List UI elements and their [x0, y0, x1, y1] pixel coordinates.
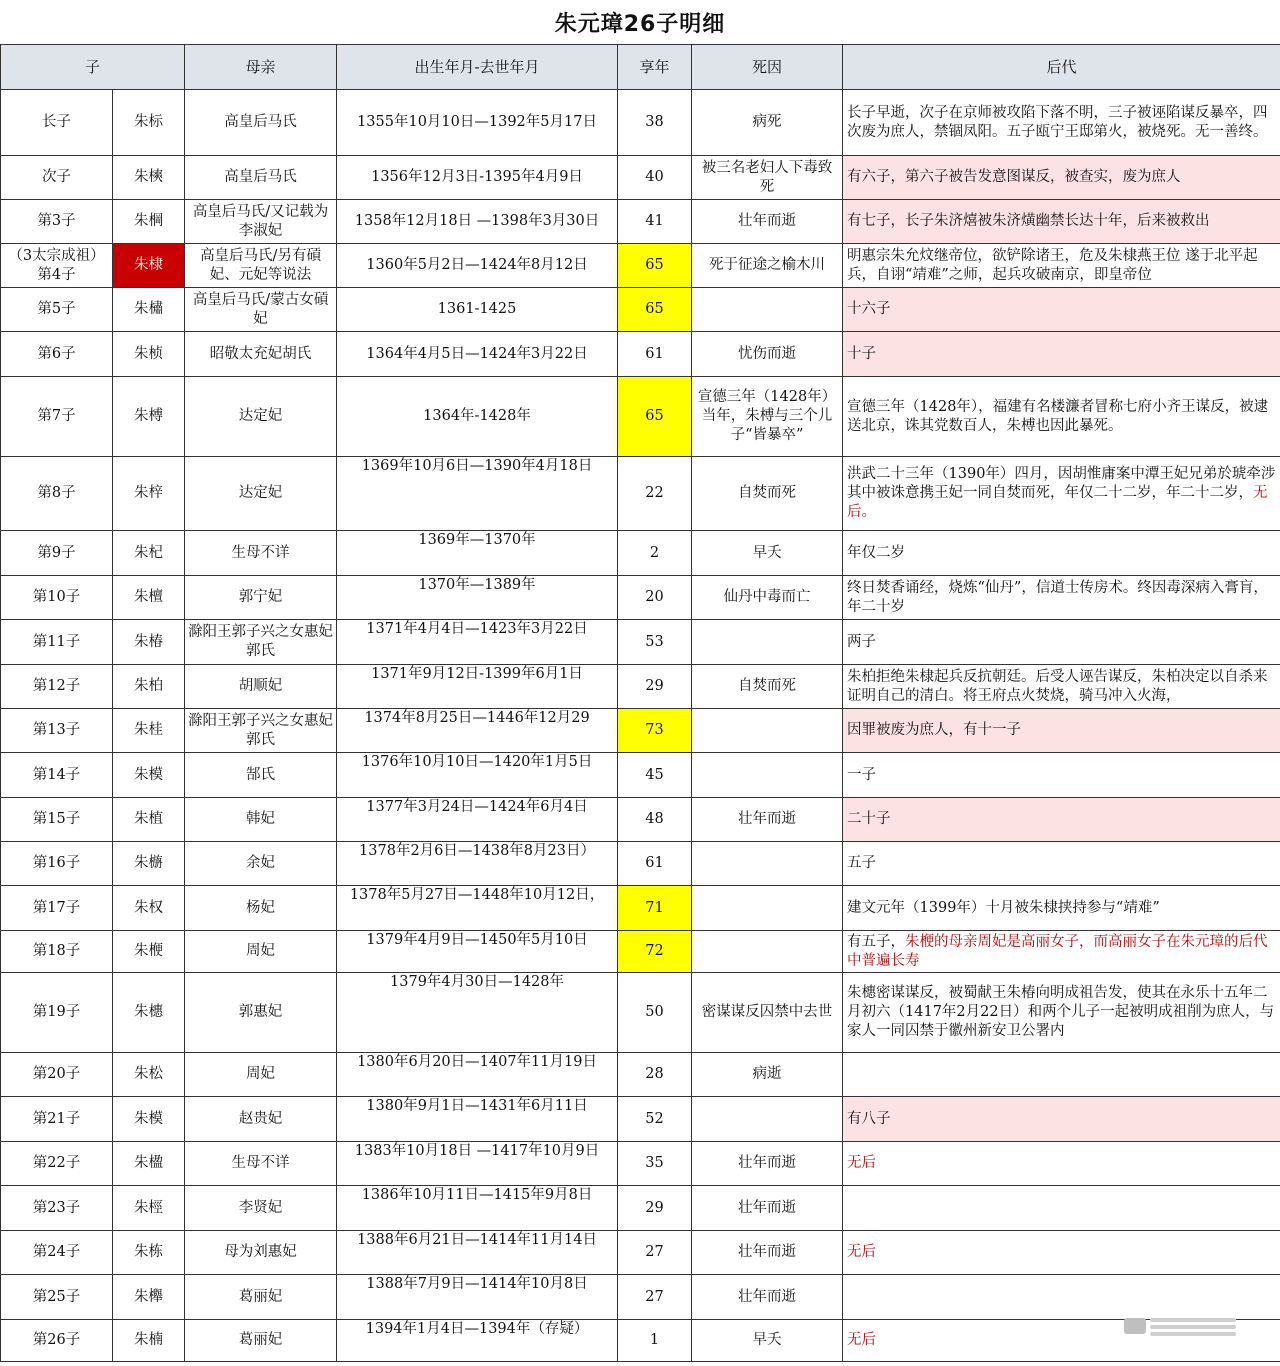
- cause-cell: 壮年而逝: [692, 1186, 843, 1231]
- descendants-cell: [843, 576, 1280, 620]
- son-rank-cell: 第24子: [1, 1231, 113, 1275]
- sons-table: [0, 44, 1280, 1362]
- descendants-text: 朱橞密谋谋反，被蜀献王朱椿向明成祖告发，使其在永乐十五年二月初六（1417年2月22日）和两个儿子一起被明成祖削为庶人，与家人一同囚禁于徽州新安卫公署内: [847, 985, 1275, 1039]
- descendants-text: 有五子，: [847, 933, 906, 950]
- dates-cell: 1378年2月6日—1438年8月23日）: [337, 842, 618, 886]
- descendants-cell: [843, 457, 1280, 531]
- son-rank-cell: 第8子: [1, 457, 113, 531]
- mother-cell: 高皇后马氏/又记载为李淑妃: [185, 200, 337, 244]
- age-cell: 1: [618, 1320, 692, 1362]
- cause-cell: 壮年而逝: [692, 1231, 843, 1275]
- table-row: [1, 620, 1280, 665]
- dates-cell: 1371年4月4日—1423年3月22日: [337, 620, 618, 665]
- descendants-text: 终日焚香诵经，烧炼“仙丹”，信道士传房术。终因毒深病入膏肓，年二十岁: [847, 579, 1268, 615]
- cause-cell: 病逝: [692, 1053, 843, 1097]
- son-name-cell: 朱櫸: [113, 1275, 185, 1320]
- descendants-text: 洪武二十三年（1390年）四月，因胡惟庸案中潭王妃兄弟於琥牵涉其中被诛意携王妃一同自焚而死，年仅二十二岁，年二十二岁，: [847, 466, 1276, 501]
- age-cell: 38: [618, 90, 692, 156]
- table-row: [1, 709, 1280, 753]
- cause-cell: [692, 1097, 843, 1142]
- cause-cell: 早夭: [692, 1320, 843, 1362]
- dates-cell: 1394年1月4日—1394年（存疑）: [337, 1320, 618, 1362]
- dates-cell: 1386年10月11日—1415年9月8日: [337, 1186, 618, 1231]
- descendants-cell: [843, 200, 1280, 244]
- dates-cell: 1379年4月30日—1428年: [337, 973, 618, 1053]
- son-rank-cell: 第6子: [1, 332, 113, 377]
- descendants-text: 长子早逝，次子在京师被攻陷下落不明，三子被诬陷谋反暴卒，四次废为庶人，禁锢凤阳。五子瓯宁王邸第火，被烧死。无一善终。: [847, 104, 1268, 140]
- col-header-dates: 出生年月-去世年月: [337, 45, 618, 90]
- age-cell: 52: [618, 1097, 692, 1142]
- son-rank-cell: 第21子: [1, 1097, 113, 1142]
- descendants-text: 有六子，第六子被告发意图谋反，被查实，废为庶人: [847, 169, 1181, 185]
- page-title: 朱元璋26子明细: [554, 11, 726, 37]
- mother-cell: 达定妃: [185, 457, 337, 531]
- table-row: [1, 1097, 1280, 1142]
- son-rank-cell: 第3子: [1, 200, 113, 244]
- mother-cell: 生母不详: [185, 531, 337, 576]
- age-cell: 61: [618, 332, 692, 377]
- son-rank-cell: 第26子: [1, 1320, 113, 1362]
- age-cell: 2: [618, 531, 692, 576]
- son-rank-cell: 第10子: [1, 576, 113, 620]
- son-name-cell: 朱橚: [113, 288, 185, 332]
- age-cell: 29: [618, 1186, 692, 1231]
- table-row: [1, 156, 1280, 200]
- dates-cell: 1369年10月6日—1390年4月18日: [337, 457, 618, 531]
- cause-cell: [692, 931, 843, 973]
- son-name-cell: 朱梓: [113, 457, 185, 531]
- descendants-cell: [843, 1231, 1280, 1275]
- son-name-cell: 朱棣: [113, 244, 185, 288]
- son-name-cell: 朱椿: [113, 620, 185, 665]
- descendants-text: 明惠宗朱允炆继帝位，欲铲除诸王，危及朱棣燕王位 遂于北平起兵，自诩“靖难”之师，起兵攻破南京，即皇帝位: [847, 247, 1258, 283]
- descendants-cell: [843, 973, 1280, 1053]
- cause-cell: 壮年而逝: [692, 200, 843, 244]
- table-row: [1, 842, 1280, 886]
- table-row: [1, 1053, 1280, 1097]
- descendants-cell: [843, 1186, 1280, 1231]
- dates-cell: 1360年5月2日—1424年8月12日: [337, 244, 618, 288]
- mother-cell: 李贤妃: [185, 1186, 337, 1231]
- cause-cell: 被三名老妇人下毒致死: [692, 156, 843, 200]
- cause-cell: 壮年而逝: [692, 1275, 843, 1320]
- table-row: [1, 1142, 1280, 1186]
- age-cell: 61: [618, 842, 692, 886]
- age-cell: 35: [618, 1142, 692, 1186]
- table-row: [1, 1186, 1280, 1231]
- descendants-cell: [843, 665, 1280, 709]
- descendants-text: 一子: [847, 766, 877, 783]
- dates-cell: 1377年3月24日—1424年6月4日: [337, 798, 618, 842]
- son-name-cell: 朱杞: [113, 531, 185, 576]
- mother-cell: 郜氏: [185, 753, 337, 798]
- dates-cell: 1388年6月21日—1414年11月14日: [337, 1231, 618, 1275]
- cause-cell: [692, 288, 843, 332]
- table-row: [1, 90, 1280, 156]
- age-cell: 72: [618, 931, 692, 973]
- cause-cell: 壮年而逝: [692, 1142, 843, 1186]
- son-name-cell: 朱权: [113, 886, 185, 931]
- son-name-cell: 朱榑: [113, 377, 185, 457]
- cause-cell: 忧伤而逝: [692, 332, 843, 377]
- dates-cell: 1380年6月20日—1407年11月19日: [337, 1053, 618, 1097]
- col-header-cause: 死因: [692, 45, 843, 90]
- cause-cell: 自焚而死: [692, 457, 843, 531]
- table-row: [1, 798, 1280, 842]
- son-rank-cell: 第5子: [1, 288, 113, 332]
- descendants-text: 建文元年（1399年）十月被朱棣挟持参与“靖难”: [847, 899, 1160, 916]
- dates-cell: 1380年9月1日—1431年6月11日: [337, 1097, 618, 1142]
- cause-cell: 病死: [692, 90, 843, 156]
- age-cell: 65: [618, 244, 692, 288]
- table-row: [1, 1320, 1280, 1362]
- son-name-cell: 朱标: [113, 90, 185, 156]
- son-rank-cell: 第9子: [1, 531, 113, 576]
- son-rank-cell: 第23子: [1, 1186, 113, 1231]
- descendants-cell: [843, 244, 1280, 288]
- table-row: [1, 531, 1280, 576]
- son-name-cell: 朱模: [113, 1097, 185, 1142]
- descendants-text: 宣德三年（1428年），福建有名楼濂者冒称七府小齐王谋反，被逮送北京，诛其党数百人，朱榑也因此暴死。: [847, 398, 1269, 434]
- cause-cell: 早夭: [692, 531, 843, 576]
- son-rank-cell: 第13子: [1, 709, 113, 753]
- son-rank-cell: 第16子: [1, 842, 113, 886]
- age-cell: 53: [618, 620, 692, 665]
- son-rank-cell: 长子: [1, 90, 113, 156]
- mother-cell: 胡顺妃: [185, 665, 337, 709]
- son-name-cell: 朱㮵: [113, 842, 185, 886]
- mother-cell: 达定妃: [185, 377, 337, 457]
- descendants-text: 因罪被废为庶人，有十一子: [847, 722, 1022, 738]
- descendants-cell: [843, 1097, 1280, 1142]
- son-name-cell: 朱楠: [113, 1320, 185, 1362]
- descendants-cell: [843, 1053, 1280, 1097]
- mother-cell: 杨妃: [185, 886, 337, 931]
- age-cell: 40: [618, 156, 692, 200]
- dates-cell: 1364年4月5日—1424年3月22日: [337, 332, 618, 377]
- mother-cell: 高皇后马氏/另有碽妃、元妃等说法: [185, 244, 337, 288]
- cause-cell: [692, 620, 843, 665]
- col-header-descendants: 后代: [843, 45, 1280, 90]
- dates-cell: 1379年4月9日—1450年5月10日: [337, 931, 618, 973]
- dates-cell: 1376年10月10日—1420年1月5日: [337, 753, 618, 798]
- descendants-cell: [843, 798, 1280, 842]
- age-cell: 73: [618, 709, 692, 753]
- age-cell: 65: [618, 288, 692, 332]
- descendants-cell: [843, 1142, 1280, 1186]
- son-name-cell: 朱柏: [113, 665, 185, 709]
- descendants-text: 年仅二岁: [847, 544, 906, 561]
- dates-cell: 1364年-1428年: [337, 377, 618, 457]
- descendants-note: 无后。: [847, 485, 1268, 520]
- son-name-cell: 朱栋: [113, 1231, 185, 1275]
- mother-cell: 生母不详: [185, 1142, 337, 1186]
- age-cell: 28: [618, 1053, 692, 1097]
- descendants-text: 二十子: [847, 811, 891, 827]
- descendants-cell: [843, 709, 1280, 753]
- son-rank-cell: 第14子: [1, 753, 113, 798]
- dates-cell: 1369年—1370年: [337, 531, 618, 576]
- descendants-cell: [843, 753, 1280, 798]
- descendants-text: 朱柏拒绝朱棣起兵反抗朝廷。后受人诬告谋反，朱柏决定以自杀来证明自己的清白。将王府点火焚烧，骑马冲入火海，: [847, 668, 1268, 704]
- table-row: [1, 244, 1280, 288]
- cause-cell: [692, 842, 843, 886]
- cause-cell: 自焚而死: [692, 665, 843, 709]
- son-name-cell: 朱檀: [113, 576, 185, 620]
- descendants-cell: [843, 842, 1280, 886]
- age-cell: 65: [618, 377, 692, 457]
- son-name-cell: 朱松: [113, 1053, 185, 1097]
- table-row: [1, 332, 1280, 377]
- age-cell: 41: [618, 200, 692, 244]
- descendants-text: 十子: [847, 345, 877, 362]
- son-rank-cell: 第25子: [1, 1275, 113, 1320]
- descendants-cell: [843, 90, 1280, 156]
- mother-cell: 高皇后马氏: [185, 90, 337, 156]
- son-name-cell: 朱棡: [113, 200, 185, 244]
- son-name-cell: 朱桱: [113, 1186, 185, 1231]
- mother-cell: 余妃: [185, 842, 337, 886]
- descendants-note: 无后: [847, 1155, 877, 1171]
- dates-cell: 1371年9月12日-1399年6月1日: [337, 665, 618, 709]
- mother-cell: 母为刘惠妃: [185, 1231, 337, 1275]
- son-name-cell: 朱桂: [113, 709, 185, 753]
- descendants-text: 两子: [847, 633, 877, 650]
- descendants-note: 无后: [847, 1332, 877, 1348]
- dates-cell: 1388年7月9日—1414年10月8日: [337, 1275, 618, 1320]
- descendants-note: 朱楩的母亲周妃是高丽女子，而高丽女子在朱元璋的后代中普遍长寿: [847, 933, 1268, 969]
- descendants-cell: [843, 620, 1280, 665]
- dates-cell: 1383年10月18日 —1417年10月9日: [337, 1142, 618, 1186]
- mother-cell: 郭宁妃: [185, 576, 337, 620]
- son-name-cell: 朱植: [113, 798, 185, 842]
- mother-cell: 韩妃: [185, 798, 337, 842]
- cause-cell: 密谋谋反囚禁中去世: [692, 973, 843, 1053]
- descendants-text: 十六子: [847, 301, 891, 317]
- dates-cell: 1361-1425: [337, 288, 618, 332]
- dates-cell: 1358年12月18日 —1398年3月30日: [337, 200, 618, 244]
- dates-cell: 1374年8月25日—1446年12月29: [337, 709, 618, 753]
- son-rank-cell: 第18子: [1, 931, 113, 973]
- son-rank-cell: 第15子: [1, 798, 113, 842]
- col-header-mother: 母亲: [185, 45, 337, 90]
- col-header-age: 享年: [618, 45, 692, 90]
- descendants-cell: [843, 931, 1280, 973]
- table-row: [1, 886, 1280, 931]
- table-row: [1, 457, 1280, 531]
- age-cell: 27: [618, 1231, 692, 1275]
- son-rank-cell: 第22子: [1, 1142, 113, 1186]
- descendants-note: 无后: [847, 1244, 877, 1260]
- dates-cell: 1355年10月10日—1392年5月17日: [337, 90, 618, 156]
- descendants-text: 有八子: [847, 1110, 891, 1127]
- cause-cell: 宣德三年（1428年）当年，朱榑与三个儿子“皆暴卒”: [692, 377, 843, 457]
- descendants-cell: [843, 377, 1280, 457]
- son-name-cell: 朱樉: [113, 156, 185, 200]
- table-row: [1, 665, 1280, 709]
- dates-cell: 1370年—1389年: [337, 576, 618, 620]
- son-rank-cell: （3太宗成祖）第4子: [1, 244, 113, 288]
- son-rank-cell: 第20子: [1, 1053, 113, 1097]
- son-name-cell: 朱楹: [113, 1142, 185, 1186]
- table-row: [1, 753, 1280, 798]
- mother-cell: 周妃: [185, 1053, 337, 1097]
- age-cell: 71: [618, 886, 692, 931]
- cause-cell: 仙丹中毒而亡: [692, 576, 843, 620]
- son-name-cell: 朱橞: [113, 973, 185, 1053]
- son-name-cell: 朱模: [113, 753, 185, 798]
- son-rank-cell: 第11子: [1, 620, 113, 665]
- descendants-cell: [843, 531, 1280, 576]
- descendants-cell: [843, 288, 1280, 332]
- cause-cell: 死于征途之榆木川: [692, 244, 843, 288]
- table-row: [1, 200, 1280, 244]
- table-row: [1, 931, 1280, 973]
- descendants-text: 五子: [847, 855, 877, 871]
- header-row: [1, 45, 1280, 90]
- mother-cell: 赵贵妃: [185, 1097, 337, 1142]
- table-row: [1, 377, 1280, 457]
- son-rank-cell: 第17子: [1, 886, 113, 931]
- dates-cell: 1378年5月27日—1448年10月12日，: [337, 886, 618, 931]
- table-row: [1, 1231, 1280, 1275]
- mother-cell: 滁阳王郭子兴之女惠妃郭氏: [185, 709, 337, 753]
- age-cell: 48: [618, 798, 692, 842]
- table-row: [1, 576, 1280, 620]
- table-row: [1, 288, 1280, 332]
- descendants-text: 有七子，长子朱济熺被朱济熿幽禁长达十年，后来被救出: [847, 213, 1210, 229]
- age-cell: 50: [618, 973, 692, 1053]
- scroll-indicator-icon: [1124, 1312, 1252, 1340]
- table-row: [1, 973, 1280, 1053]
- son-rank-cell: 第7子: [1, 377, 113, 457]
- mother-cell: 周妃: [185, 931, 337, 973]
- age-cell: 29: [618, 665, 692, 709]
- descendants-cell: [843, 332, 1280, 377]
- descendants-cell: [843, 156, 1280, 200]
- son-rank-cell: 第19子: [1, 973, 113, 1053]
- cause-cell: [692, 709, 843, 753]
- col-header-son: 子: [1, 45, 185, 90]
- table-row: [1, 1275, 1280, 1320]
- age-cell: 45: [618, 753, 692, 798]
- mother-cell: 葛丽妃: [185, 1320, 337, 1362]
- dates-cell: 1356年12月3日-1395年4月9日: [337, 156, 618, 200]
- mother-cell: 滁阳王郭子兴之女惠妃郭氏: [185, 620, 337, 665]
- mother-cell: 高皇后马氏: [185, 156, 337, 200]
- cause-cell: [692, 753, 843, 798]
- age-cell: 22: [618, 457, 692, 531]
- son-name-cell: 朱桢: [113, 332, 185, 377]
- mother-cell: 高皇后马氏/蒙古女碽妃: [185, 288, 337, 332]
- mother-cell: 葛丽妃: [185, 1275, 337, 1320]
- cause-cell: [692, 886, 843, 931]
- mother-cell: 郭惠妃: [185, 973, 337, 1053]
- mother-cell: 昭敬太充妃胡氏: [185, 332, 337, 377]
- descendants-cell: [843, 886, 1280, 931]
- son-rank-cell: 第12子: [1, 665, 113, 709]
- age-cell: 20: [618, 576, 692, 620]
- age-cell: 27: [618, 1275, 692, 1320]
- cause-cell: 壮年而逝: [692, 798, 843, 842]
- son-rank-cell: 次子: [1, 156, 113, 200]
- son-name-cell: 朱楩: [113, 931, 185, 973]
